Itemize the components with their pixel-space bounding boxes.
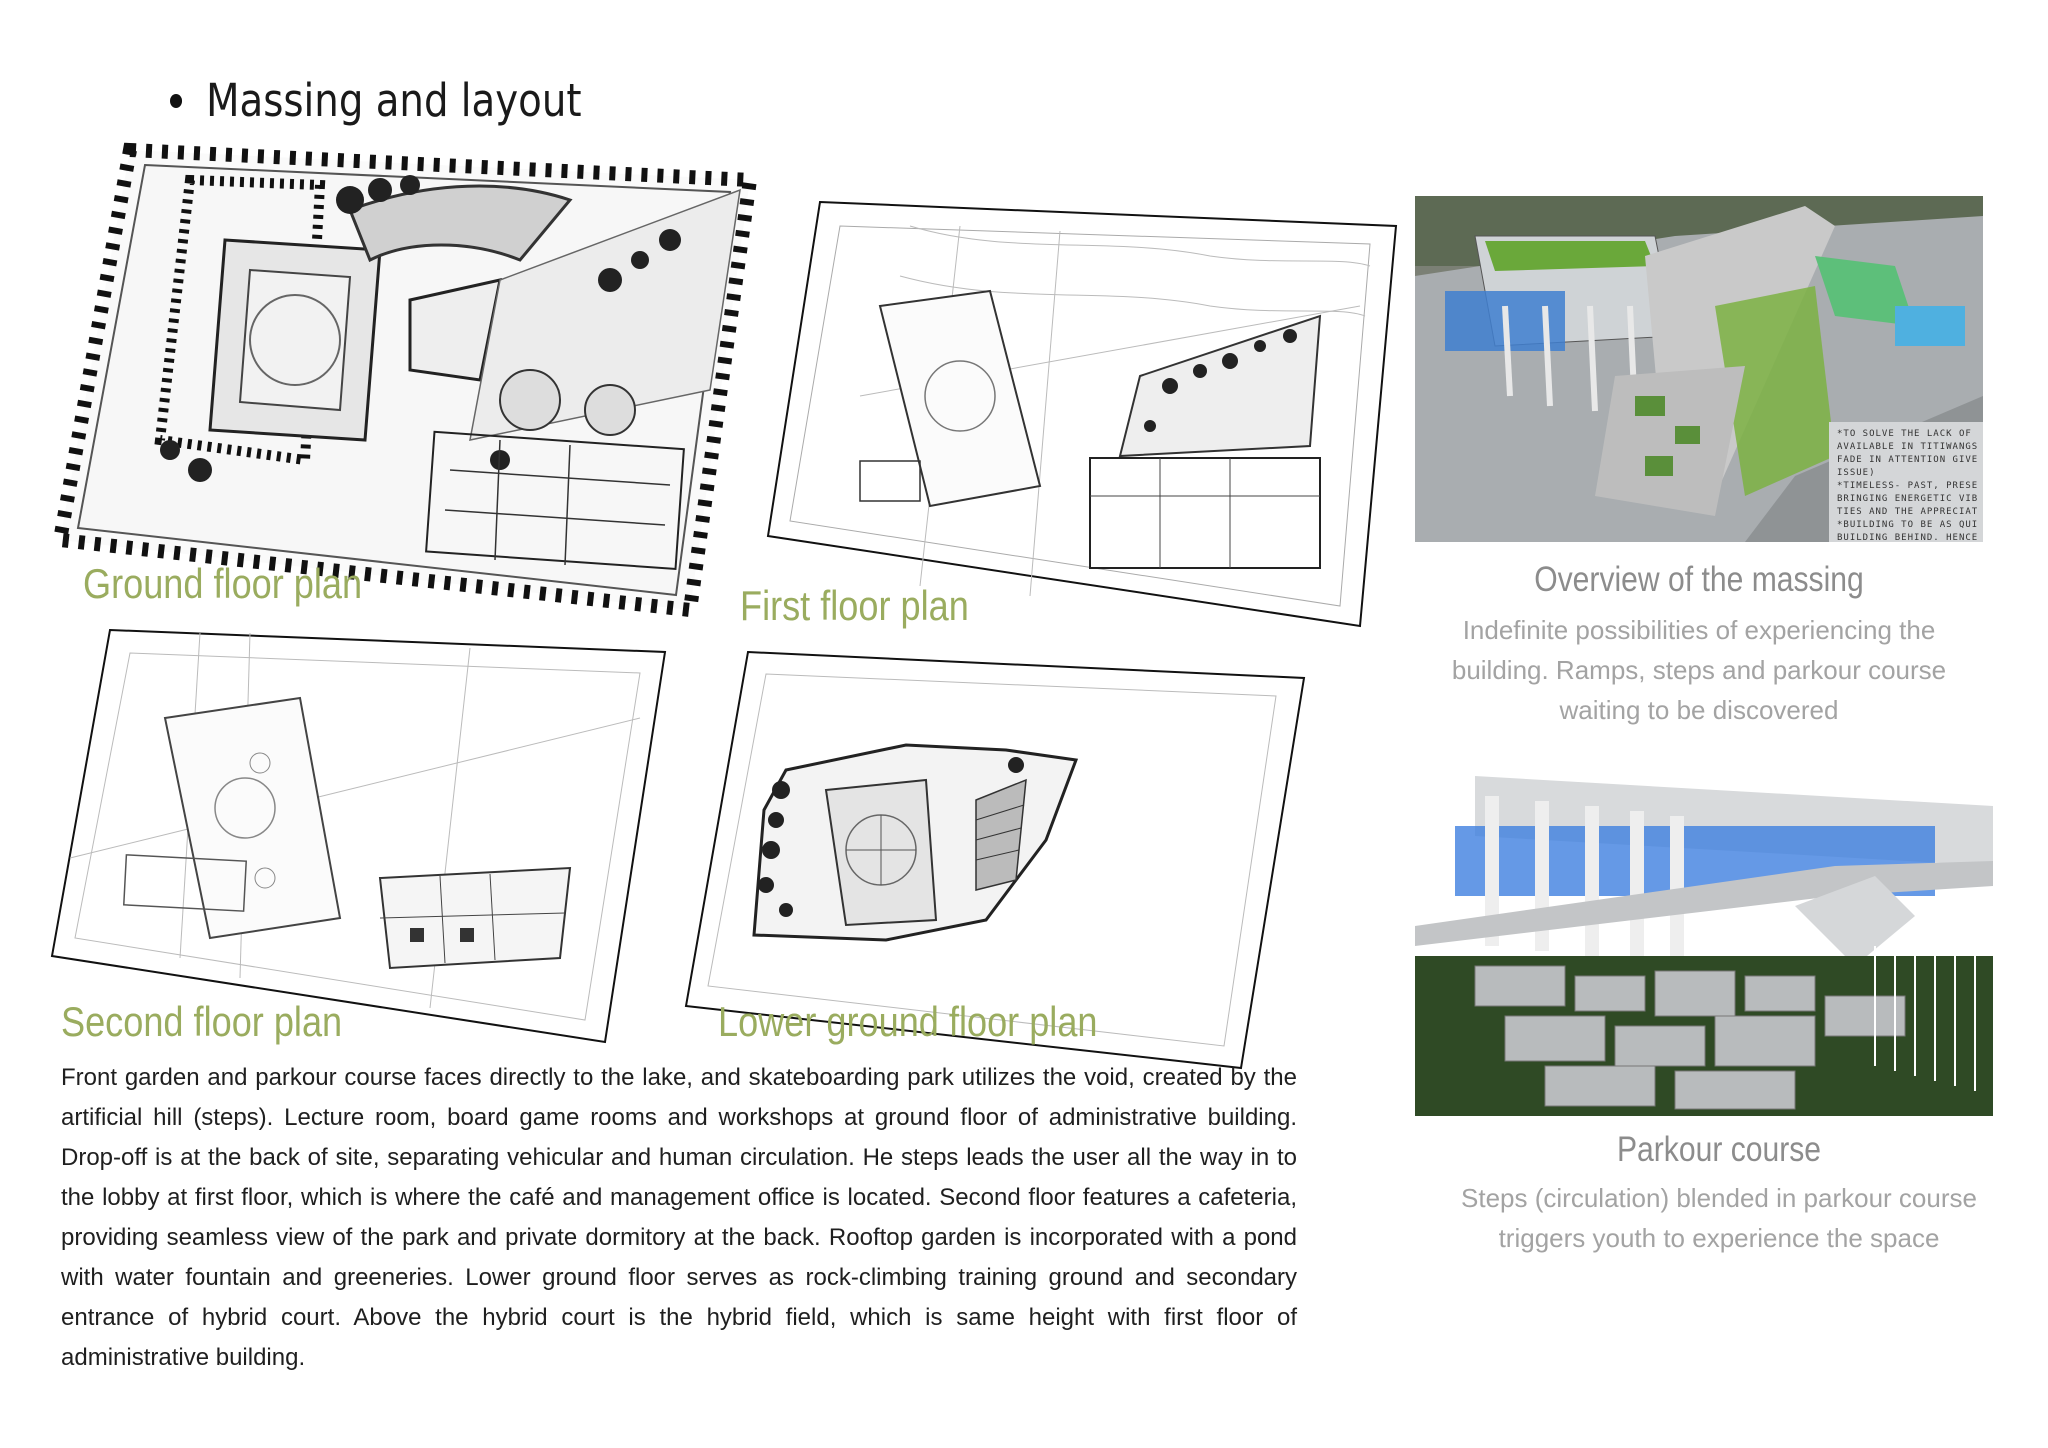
- parkour-course-render: [1415, 766, 1993, 1116]
- massing-caption-line: building. Ramps, steps and parkour course: [1451, 655, 1947, 685]
- massing-caption-text: [1415, 610, 1983, 730]
- second-floor-plan-label: Second floor plan: [61, 998, 343, 1045]
- heading-text: Massing and layout: [206, 74, 582, 127]
- second-floor-plan-drawing: [50, 628, 670, 1048]
- parkour-caption-line: triggers youth to experience the space: [1498, 1223, 1940, 1253]
- massing-caption-title: Overview of the massing: [1534, 560, 1864, 599]
- parkour-caption-line: Steps (circulation) blended in parkour course: [1461, 1183, 1977, 1213]
- first-floor-plan-drawing: [760, 196, 1400, 636]
- ground-floor-plan-label: Ground floor plan: [83, 560, 363, 607]
- first-floor-plan-label: First floor plan: [740, 582, 969, 629]
- massing-overview-render: [1415, 196, 1983, 542]
- bullet-icon: [170, 94, 182, 108]
- ground-floor-plan-drawing: [50, 140, 770, 620]
- massing-caption-line: Indefinite possibilities of experiencing the: [1462, 615, 1936, 645]
- massing-side-note: *TO SOLVE THE LACK OF AVAILABLE IN TITIWANGS FADE IN ATTENTION GIVE ISSUE) *TIMELESS- PAST, PRESE BRINGING ENERGETIC VIB TIES AND THE APPRECIAT *BUILDING TO BE AS QUI BUILDING BEHIND. HENCE: [1837, 429, 1979, 542]
- description-paragraph: Front garden and parkour course faces directly to the lake, and skateboarding park utilizes the void, created by the artificial hill (steps). Lecture room, board game rooms and workshops at ground floor of administrative building. Drop-off is at the back of site, separating vehicular and human circulation. He steps leads the user all the way in to the lobby at first floor, which is where the café and management office is located. Second floor features a cafeteria, providing seamless view of the park and private dormitory at the back. Rooftop garden is incorporated with a pond with water fountain and greeneries. Lower ground floor serves as rock-climbing training ground and secondary entrance of hybrid court. Above the hybrid court is the hybrid field, which is same height with first floor of administrative building.: [61, 1064, 1297, 1371]
- massing-caption-line: waiting to be discovered: [1559, 695, 1839, 725]
- page-title: [170, 74, 582, 127]
- parkour-caption-title: Parkour course: [1616, 1130, 1822, 1169]
- lower-ground-floor-plan-label: Lower ground floor plan: [718, 998, 1098, 1045]
- parkour-caption-text: [1430, 1178, 2008, 1258]
